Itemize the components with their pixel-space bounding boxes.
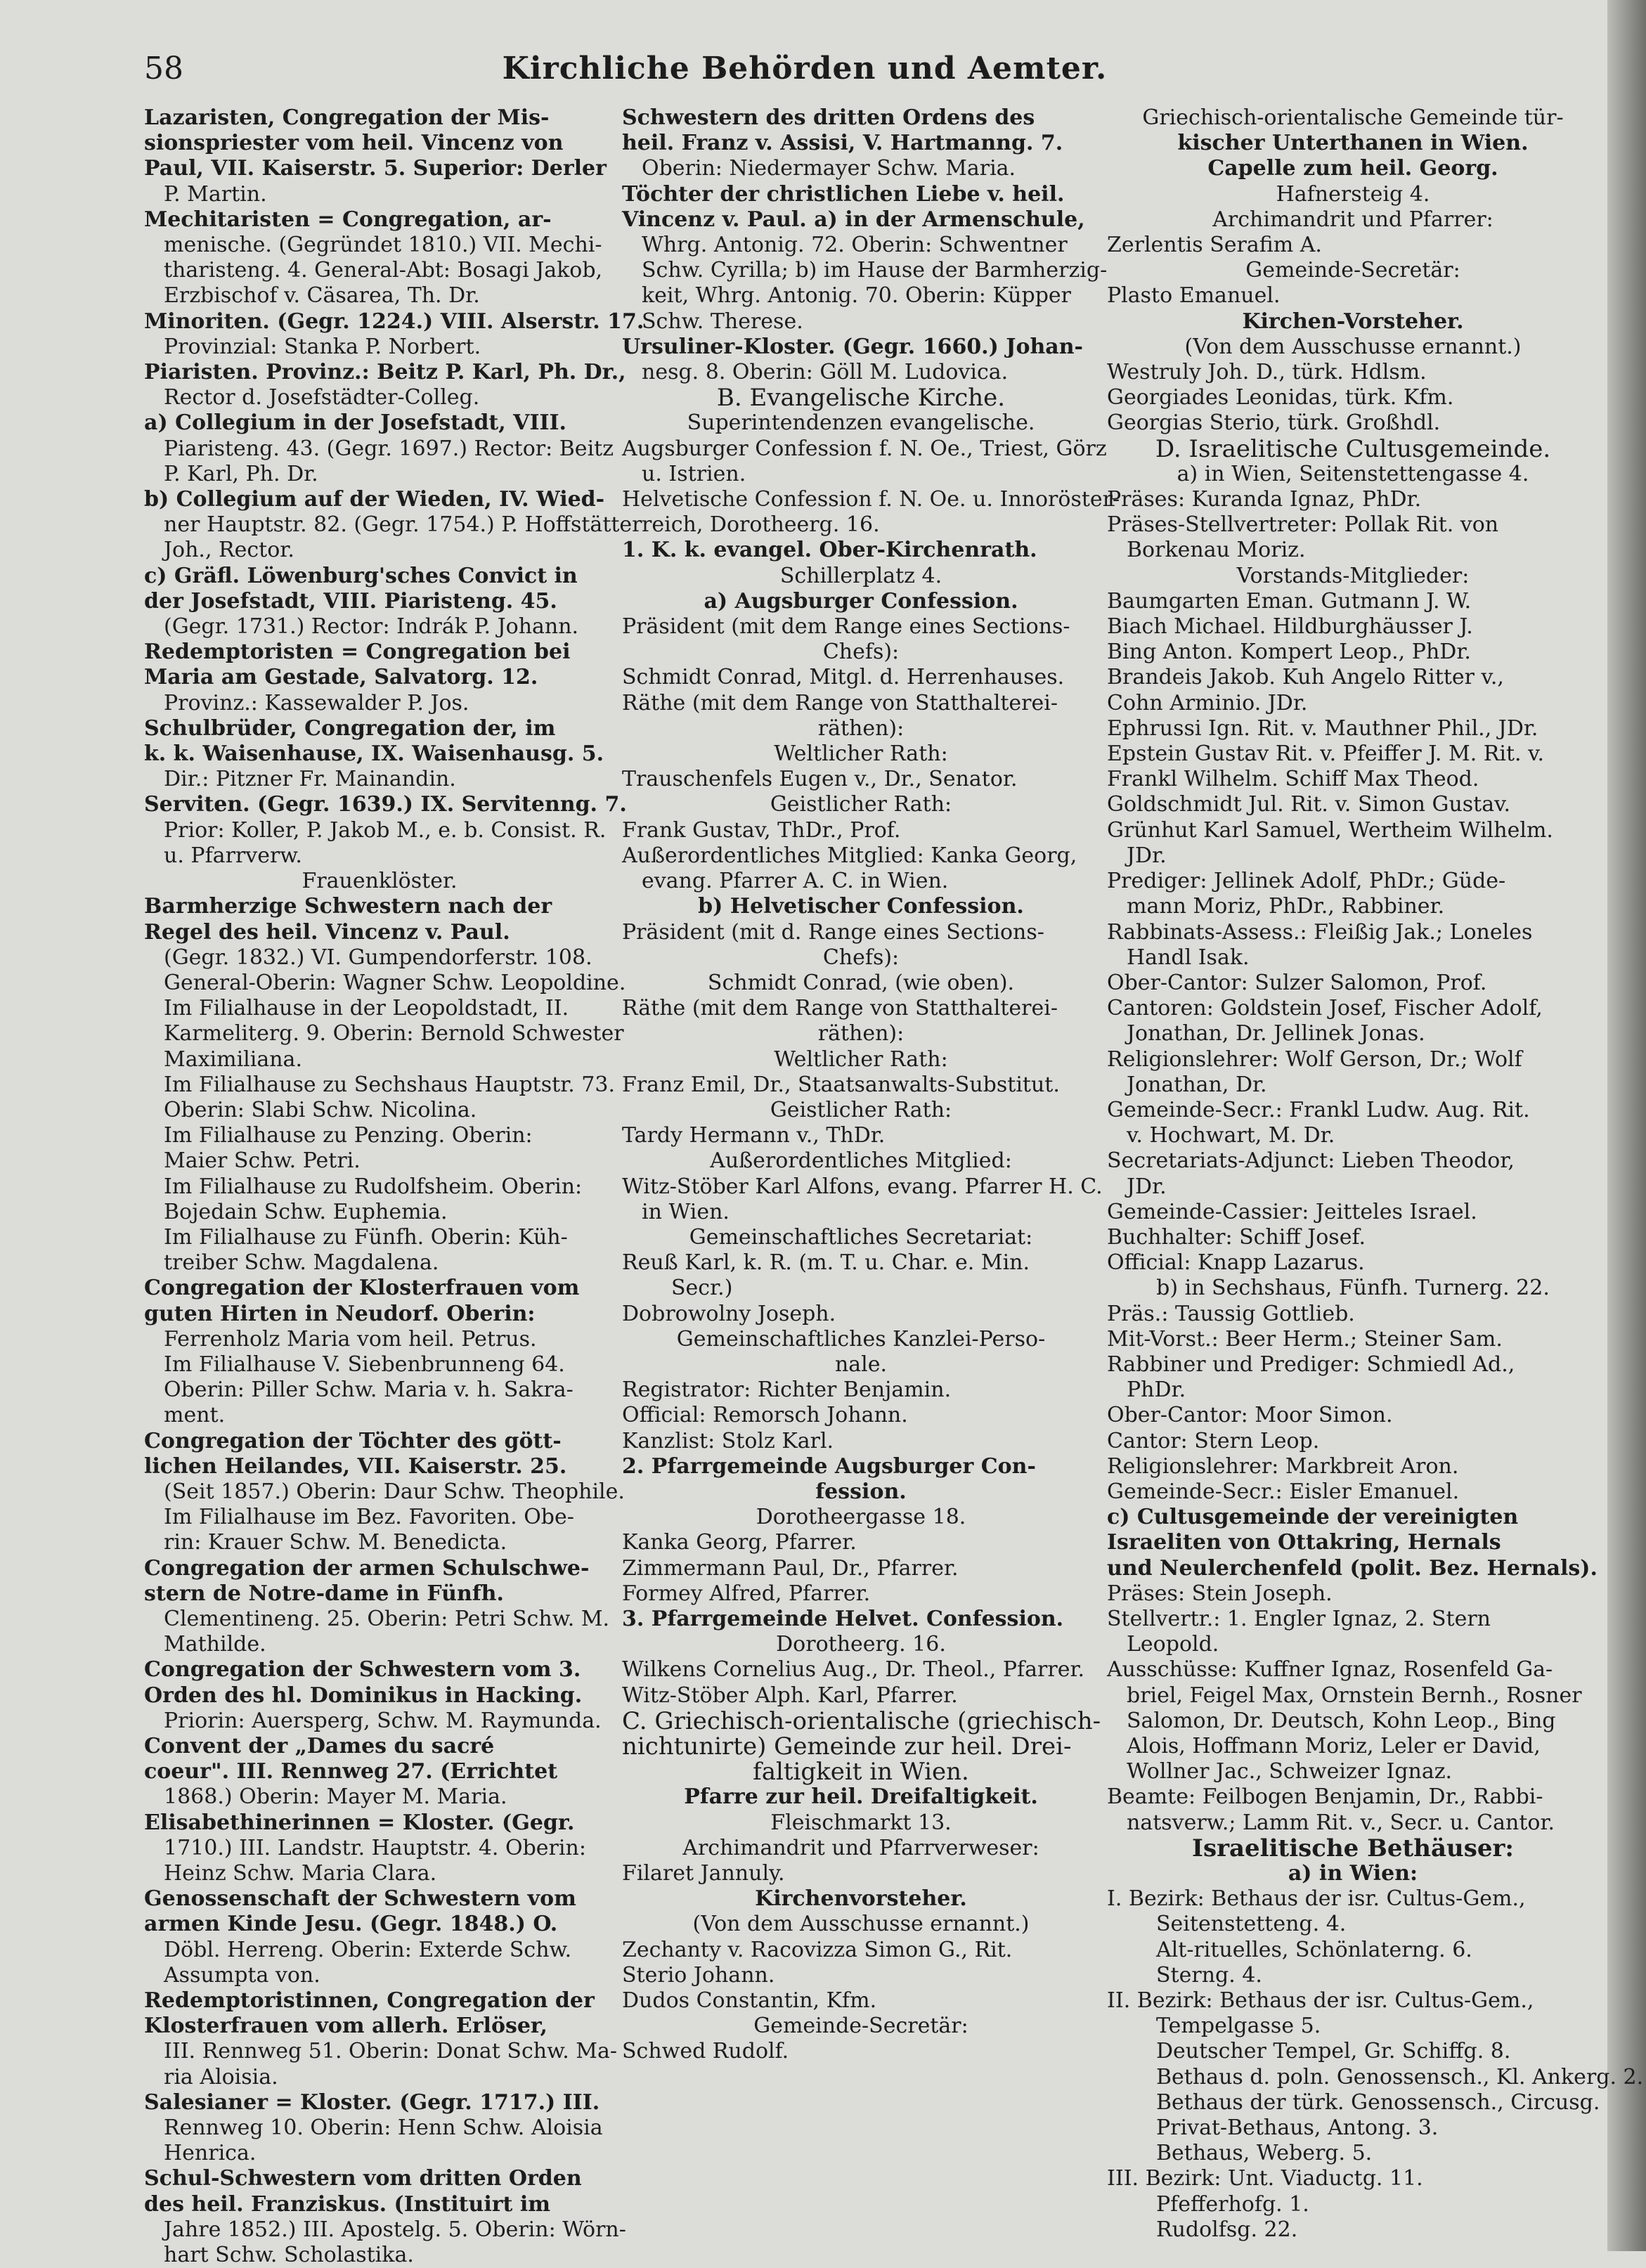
text-line: Gemeinschaftliches Kanzlei-Perso- xyxy=(676,1326,1046,1352)
entry-heading-line: Minoriten. (Gegr. 1224.) VIII. Alserstr. 17. xyxy=(144,309,644,334)
text-line: 1710.) III. Landstr. Hauptstr. 4. Oberin: xyxy=(164,1835,586,1860)
text-line: Witz-Stöber Alph. Karl, Pfarrer. xyxy=(622,1683,958,1708)
entry-heading-line: sionspriester vom heil. Vincenz von xyxy=(144,131,564,156)
text-line: evang. Pfarrer A. C. in Wien. xyxy=(642,869,949,894)
text-line: III. Bezirk: Unt. Viaductg. 11. xyxy=(1107,2166,1423,2191)
entry-heading-line: der Josefstadt, VIII. Piaristeng. 45. xyxy=(144,588,557,614)
text-line: Leopold. xyxy=(1127,1632,1219,1657)
text-line: keit, Whrg. Antonig. 70. Oberin: Küpper xyxy=(642,283,1072,309)
entry-heading-line: Schul-Schwestern vom dritten Orden xyxy=(144,2166,582,2191)
text-line: Frankl Wilhelm. Schiff Max Theod. xyxy=(1107,767,1479,792)
entry-heading-line: Kirchen-Vorsteher. xyxy=(1242,309,1464,334)
entry-heading-line: Lazaristen, Congregation der Mis- xyxy=(144,105,550,130)
entry-heading-line: Congregation der armen Schulschwe- xyxy=(144,1555,590,1581)
text-line: Pfefferhofg. 1. xyxy=(1156,2191,1309,2217)
entry-heading-line: c) Cultusgemeinde der vereinigten xyxy=(1107,1505,1519,1530)
text-line: Archimandrit und Pfarrer: xyxy=(1212,207,1493,232)
text-line: Israelitische Bethäuser: xyxy=(1192,1834,1514,1862)
text-line: in Wien. xyxy=(642,1199,730,1224)
text-line: Priorin: Auersperg, Schw. M. Raymunda. xyxy=(164,1708,602,1733)
text-line: (Seit 1857.) Oberin: Daur Schw. Theophile. xyxy=(164,1479,625,1504)
entry-heading-line: Serviten. (Gegr. 1639.) IX. Servitenng. 7. xyxy=(144,792,627,817)
entry-heading-line: Maria am Gestade, Salvatorg. 12. xyxy=(144,665,538,690)
text-line: Gemeinde-Cassier: Jeitteles Israel. xyxy=(1107,1199,1477,1224)
text-line: Vorstands-Mitglieder: xyxy=(1236,563,1470,588)
text-line: Zimmermann Paul, Dr., Pfarrer. xyxy=(622,1555,959,1581)
text-line: Gemeinde-Secretär: xyxy=(1245,258,1460,283)
text-line: Kanka Georg, Pfarrer. xyxy=(622,1530,857,1555)
text-line: ment. xyxy=(164,1403,226,1428)
text-line: Cohn Arminio. JDr. xyxy=(1107,690,1308,715)
entry-heading-line: Congregation der Klosterfrauen vom xyxy=(144,1276,580,1301)
text-line: treiber Schw. Magdalena. xyxy=(164,1250,439,1276)
text-line: Ausschüsse: Kuffner Ignaz, Rosenfeld Ga- xyxy=(1107,1657,1553,1683)
text-line: nesg. 8. Oberin: Göll M. Ludovica. xyxy=(642,360,1009,385)
text-line: Oberin: Slabi Schw. Nicolina. xyxy=(164,1097,477,1122)
text-line: Beamte: Feilbogen Benjamin, Dr., Rabbi- xyxy=(1107,1784,1543,1810)
text-line: rin: Krauer Schw. M. Benedicta. xyxy=(164,1530,507,1555)
text-line: mann Moriz, PhDr., Rabbiner. xyxy=(1127,894,1445,919)
entry-heading-line: Pfarre zur heil. Dreifaltigkeit. xyxy=(684,1784,1038,1810)
entry-heading-line: kischer Unterthanen in Wien. xyxy=(1177,131,1529,156)
text-line: Jahre 1852.) III. Apostelg. 5. Oberin: Wörn- xyxy=(164,2217,626,2242)
text-line: Henrica. xyxy=(164,2141,257,2166)
text-line: Schillerplatz 4. xyxy=(779,563,942,588)
text-line: B. Evangelische Kirche. xyxy=(716,384,1006,413)
text-line: Kanzlist: Stolz Karl. xyxy=(622,1428,834,1453)
text-line: Bing Anton. Kompert Leop., PhDr. xyxy=(1107,640,1471,665)
text-line: Secr.) xyxy=(671,1276,733,1301)
entry-heading-line: fession. xyxy=(815,1479,907,1504)
entry-heading-line: und Neulerchenfeld (polit. Bez. Hernals). xyxy=(1107,1555,1598,1581)
text-line: Gemeinschaftliches Secretariat: xyxy=(689,1224,1033,1250)
text-line: Jonathan, Dr. Jellinek Jonas. xyxy=(1127,1021,1425,1046)
entry-heading-line: 1. K. k. evangel. Ober-Kirchenrath. xyxy=(622,538,1037,563)
text-line: Alt-rituelles, Schönlaterng. 6. xyxy=(1156,1937,1472,1962)
entry-heading-line: a) in Wien: xyxy=(1288,1861,1418,1886)
entry-heading-line: coeur". III. Rennweg 27. (Errichtet xyxy=(144,1759,558,1784)
text-line: Superintendenzen evangelische. xyxy=(687,410,1035,436)
entry-heading-line: Redemptoristinnen, Congregation der xyxy=(144,1988,595,2014)
text-line: Oberin: Piller Schw. Maria v. h. Sakra- xyxy=(164,1378,573,1403)
text-line: Zerlentis Serafim A. xyxy=(1107,233,1322,258)
text-line: D. Israelitische Cultusgemeinde. xyxy=(1155,434,1551,463)
text-line: hart Schw. Scholastika. xyxy=(164,2243,414,2268)
text-line: Oberin: Niedermayer Schw. Maria. xyxy=(642,156,1016,181)
text-line: Buchhalter: Schiff Josef. xyxy=(1107,1224,1366,1250)
text-line: Seitenstetteng. 4. xyxy=(1156,1912,1347,1937)
text-line: Bethaus, Weberg. 5. xyxy=(1156,2141,1373,2166)
text-line: Im Filialhause zu Rudolfsheim. Oberin: xyxy=(164,1174,583,1199)
text-line: Ephrussi Ign. Rit. v. Mauthner Phil., JDr. xyxy=(1107,715,1538,741)
text-line: Official: Knapp Lazarus. xyxy=(1107,1250,1365,1276)
text-line: faltigkeit in Wien. xyxy=(753,1758,969,1787)
text-line: (Von dem Ausschusse ernannt.) xyxy=(692,1912,1030,1937)
entry-heading-line: Vincenz v. Paul. a) in der Armenschule, xyxy=(622,207,1085,232)
text-line: (Von dem Ausschusse ernannt.) xyxy=(1184,334,1522,359)
text-line: Franz Emil, Dr., Staatsanwalts-Substitut. xyxy=(622,1072,1060,1097)
text-line: Dobrowolny Joseph. xyxy=(622,1301,836,1326)
text-line: Maximiliana. xyxy=(164,1046,302,1072)
text-line: Weltlicher Rath: xyxy=(774,741,948,767)
running-title: Kirchliche Behörden und Aemter. xyxy=(502,51,1108,86)
text-line: Heinz Schw. Maria Clara. xyxy=(164,1861,437,1886)
text-line: III. Rennweg 51. Oberin: Donat Schw. Ma- xyxy=(164,2039,617,2064)
text-line: Prior: Koller, P. Jakob M., e. b. Consist. R. xyxy=(164,817,607,843)
text-column-left xyxy=(144,105,644,2268)
text-line: Registrator: Richter Benjamin. xyxy=(622,1378,952,1403)
entry-heading-line: k. k. Waisenhause, IX. Waisenhausg. 5. xyxy=(144,741,604,767)
text-line: Ober-Cantor: Sulzer Salomon, Prof. xyxy=(1107,970,1487,995)
text-line: Dir.: Pitzner Fr. Mainandin. xyxy=(164,767,456,792)
text-line: Borkenau Moriz. xyxy=(1127,538,1306,563)
text-line: Im Filialhause zu Fünfh. Oberin: Küh- xyxy=(164,1224,568,1250)
text-column-middle xyxy=(622,105,1120,2186)
text-line: Clementineng. 25. Oberin: Petri Schw. M. xyxy=(164,1606,610,1631)
text-line: Präsident (mit d. Range eines Sections- xyxy=(622,919,1044,945)
text-line: tharisteng. 4. General-Abt: Bosagi Jakob, xyxy=(164,258,603,283)
text-line: Ober-Cantor: Moor Simon. xyxy=(1107,1403,1393,1428)
entry-heading-line: Congregation der Schwestern vom 3. xyxy=(144,1657,581,1683)
text-line: Bojedain Schw. Euphemia. xyxy=(164,1199,448,1224)
text-line: Geistlicher Rath: xyxy=(770,792,952,817)
text-line: Frank Gustav, ThDr., Prof. xyxy=(622,817,901,843)
text-line: Präsident (mit dem Range eines Sections- xyxy=(622,614,1070,640)
text-line: Gemeinde-Secretär: xyxy=(753,2014,968,2039)
text-line: Jonathan, Dr. xyxy=(1127,1072,1267,1097)
text-line: Georgiades Leonidas, türk. Kfm. xyxy=(1107,385,1454,410)
text-line: Präses: Kuranda Ignaz, PhDr. xyxy=(1107,487,1422,512)
text-line: Gemeinde-Secr.: Frankl Ludw. Aug. Rit. xyxy=(1107,1097,1530,1122)
text-line: Salomon, Dr. Deutsch, Kohn Leop., Bing xyxy=(1127,1708,1556,1733)
text-line: Maier Schw. Petri. xyxy=(164,1148,361,1174)
text-line: 1868.) Oberin: Mayer M. Maria. xyxy=(164,1784,507,1810)
text-line: Handl Isak. xyxy=(1127,945,1250,970)
text-line: Präses-Stellvertreter: Pollak Rit. von xyxy=(1107,512,1499,538)
entry-heading-line: c) Gräfl. Löwenburg'sches Convict in xyxy=(144,563,578,588)
entry-heading-line: Schwestern des dritten Ordens des xyxy=(622,105,1035,130)
text-line: Karmeliterg. 9. Oberin: Bernold Schwester xyxy=(164,1021,624,1046)
text-line: Plasto Emanuel. xyxy=(1107,283,1281,309)
page-edge-shadow xyxy=(1607,0,1646,2251)
text-line: nichtunirte) Gemeinde zur heil. Drei- xyxy=(622,1732,1072,1761)
entry-heading-line: lichen Heilandes, VII. Kaiserstr. 25. xyxy=(144,1453,567,1479)
entry-heading-line: a) Augsburger Confession. xyxy=(704,588,1018,614)
text-line: Augsburger Confession f. N. Oe., Triest, Görz xyxy=(622,436,1107,461)
entry-heading-line: b) Collegium auf der Wieden, IV. Wied- xyxy=(144,487,605,512)
text-line: nale. xyxy=(834,1352,888,1377)
entry-heading-line: Klosterfrauen vom allerh. Erlöser, xyxy=(144,2014,547,2039)
text-line: a) in Wien, Seitenstettengasse 4. xyxy=(1177,461,1529,486)
text-line: reich, Dorotheerg. 16. xyxy=(642,512,880,538)
entry-heading-line: Redemptoristen = Congregation bei xyxy=(144,640,571,665)
text-line: Schwed Rudolf. xyxy=(622,2039,789,2064)
text-line: Außerordentliches Mitglied: Kanka Georg, xyxy=(622,843,1077,868)
text-line: Bethaus d. poln. Genossensch., Kl. Ankerg. 2. xyxy=(1156,2064,1644,2089)
text-line: Chefs): xyxy=(822,640,900,665)
text-line: Georgias Sterio, türk. Großhdl. xyxy=(1107,410,1441,436)
entry-heading-line: armen Kinde Jesu. (Gegr. 1848.) O. xyxy=(144,1912,558,1937)
text-line: Brandeis Jakob. Kuh Angelo Ritter v., xyxy=(1107,665,1504,690)
text-line: Stellvertr.: 1. Engler Ignaz, 2. Stern xyxy=(1107,1606,1491,1631)
text-line: Schmidt Conrad, Mitgl. d. Herrenhauses. xyxy=(622,665,1065,690)
text-line: General-Oberin: Wagner Schw. Leopoldine. xyxy=(164,970,626,995)
entry-heading-line: Barmherzige Schwestern nach der xyxy=(144,894,552,919)
text-line: Epstein Gustav Rit. v. Pfeiffer J. M. Rit. v. xyxy=(1107,741,1545,767)
text-line: Provinzial: Stanka P. Norbert. xyxy=(164,334,481,359)
text-line: Trauschenfels Eugen v., Dr., Senator. xyxy=(622,767,1018,792)
text-line: Rabbiner und Prediger: Schmiedl Ad., xyxy=(1107,1352,1515,1377)
text-line: Provinz.: Kassewalder P. Jos. xyxy=(164,690,469,715)
text-line: Räthe (mit dem Range von Statthalterei- xyxy=(622,690,1058,715)
text-line: Prediger: Jellinek Adolf, PhDr.; Güde- xyxy=(1107,869,1506,894)
text-line: Präses: Stein Joseph. xyxy=(1107,1581,1333,1606)
text-line: Reuß Karl, k. R. (m. T. u. Char. e. Min. xyxy=(622,1250,1030,1276)
text-line: briel, Feigel Max, Ornstein Bernh., Rosner xyxy=(1127,1683,1582,1708)
text-line: Westruly Joh. D., türk. Hdlsm. xyxy=(1107,360,1427,385)
text-line: Im Filialhause zu Sechshaus Hauptstr. 73. xyxy=(164,1072,615,1097)
entry-heading-line: a) Collegium in der Josefstadt, VIII. xyxy=(144,410,566,436)
text-line: Erzbischof v. Cäsarea, Th. Dr. xyxy=(164,283,480,309)
text-line: Joh., Rector. xyxy=(164,538,294,563)
text-line: Weltlicher Rath: xyxy=(774,1046,948,1072)
text-line: menische. (Gegründet 1810.) VII. Mechi- xyxy=(164,233,602,258)
text-line: Rector d. Josefstädter-Colleg. xyxy=(164,385,480,410)
text-line: Im Filialhause in der Leopoldstadt, II. xyxy=(164,996,569,1021)
text-line: II. Bezirk: Bethaus der isr. Cultus-Gem., xyxy=(1107,1988,1534,2014)
text-line: Privat-Bethaus, Antong. 3. xyxy=(1156,2115,1439,2141)
entry-heading-line: des heil. Franziskus. (Instituirt im xyxy=(144,2191,550,2217)
text-line: (Gegr. 1731.) Rector: Indrák P. Johann. xyxy=(164,614,579,640)
text-line: Cantor: Stern Leop. xyxy=(1107,1428,1320,1453)
entry-heading-line: Piaristen. Provinz.: Beitz P. Karl, Ph. Dr., xyxy=(144,360,626,385)
entry-heading-line: stern de Notre-dame in Fünfh. xyxy=(144,1581,504,1606)
text-line: Im Filialhause V. Siebenbrunneng 64. xyxy=(164,1352,565,1377)
text-line: u. Pfarrverw. xyxy=(164,843,302,868)
entry-heading-line: Elisabethinerinnen = Kloster. (Gegr. xyxy=(144,1810,575,1835)
text-line: Präs.: Taussig Gottlieb. xyxy=(1107,1301,1355,1326)
text-line: Tardy Hermann v., ThDr. xyxy=(622,1123,886,1148)
text-line: Sterio Johann. xyxy=(622,1962,775,1988)
text-line: Deutscher Tempel, Gr. Schiffg. 8. xyxy=(1156,2039,1511,2064)
text-line: Formey Alfred, Pfarrer. xyxy=(622,1581,871,1606)
text-line: Gemeinde-Secr.: Eisler Emanuel. xyxy=(1107,1479,1460,1504)
text-line: Im Filialhause zu Penzing. Oberin: xyxy=(164,1123,533,1148)
text-line: Cantoren: Goldstein Josef, Fischer Adolf, xyxy=(1107,996,1543,1021)
text-line: Biach Michael. Hildburghäusser J. xyxy=(1107,614,1473,640)
text-line: I. Bezirk: Bethaus der isr. Cultus-Gem., xyxy=(1107,1886,1526,1912)
text-line: (Gegr. 1832.) VI. Gumpendorferstr. 108. xyxy=(164,945,592,970)
text-line: Secretariats-Adjunct: Lieben Theodor, xyxy=(1107,1148,1515,1174)
entry-heading-line: Ursuliner-Kloster. (Gegr. 1660.) Johan- xyxy=(622,334,1083,359)
text-line: Filaret Jannuly. xyxy=(622,1861,785,1886)
entry-heading-line: Paul, VII. Kaiserstr. 5. Superior: Derler xyxy=(144,156,607,181)
text-line: Griechisch-orientalische Gemeinde tür- xyxy=(1142,105,1564,130)
text-line: u. Istrien. xyxy=(642,461,746,486)
text-line: Bethaus der türk. Genossensch., Circusg. xyxy=(1156,2089,1600,2115)
text-line: b) in Sechshaus, Fünfh. Turnerg. 22. xyxy=(1156,1276,1550,1301)
text-line: JDr. xyxy=(1127,843,1167,868)
text-line: Schw. Cyrilla; b) im Hause der Barmherzig- xyxy=(642,258,1108,283)
text-line: Rudolfsg. 22. xyxy=(1156,2217,1298,2242)
text-line: Döbl. Herreng. Oberin: Exterde Schw. xyxy=(164,1937,572,1962)
text-line: Ferrenholz Maria vom heil. Petrus. xyxy=(164,1326,537,1352)
entry-heading-line: 3. Pfarrgemeinde Helvet. Confession. xyxy=(622,1606,1064,1631)
entry-heading-line: Regel des heil. Vincenz v. Paul. xyxy=(144,919,510,945)
text-line: räthen): xyxy=(817,715,905,741)
entry-heading-line: guten Hirten in Neudorf. Oberin: xyxy=(144,1301,536,1326)
entry-heading-line: Mechitaristen = Congregation, ar- xyxy=(144,207,552,232)
text-line: Dorotheergasse 18. xyxy=(756,1505,966,1530)
entry-heading-line: heil. Franz v. Assisi, V. Hartmanng. 7. xyxy=(622,131,1063,156)
text-line: Assumpta von. xyxy=(164,1962,320,1988)
text-line: Dorotheerg. 16. xyxy=(776,1632,946,1657)
text-line: Räthe (mit dem Range von Statthalterei- xyxy=(622,996,1058,1021)
text-line: Schmidt Conrad, (wie oben). xyxy=(707,970,1015,995)
text-line: ner Hauptstr. 82. (Gegr. 1754.) P. Hoffstätter xyxy=(164,512,642,538)
text-line: Geistlicher Rath: xyxy=(770,1097,952,1122)
text-line: Witz-Stöber Karl Alfons, evang. Pfarrer H. C. xyxy=(622,1174,1103,1199)
text-line: Wilkens Cornelius Aug., Dr. Theol., Pfarrer. xyxy=(622,1657,1085,1683)
entry-heading-line: Genossenschaft der Schwestern vom xyxy=(144,1886,576,1912)
text-line: Wollner Jac., Schweizer Ignaz. xyxy=(1127,1759,1453,1784)
text-line: Official: Remorsch Johann. xyxy=(622,1403,908,1428)
entry-heading-line: Töchter der christlichen Liebe v. heil. xyxy=(622,181,1065,207)
text-line: Chefs): xyxy=(822,945,900,970)
text-line: P. Martin. xyxy=(164,181,267,207)
entry-heading-line: Salesianer = Kloster. (Gegr. 1717.) III. xyxy=(144,2089,600,2115)
text-line: Sterng. 4. xyxy=(1156,1962,1262,1988)
page-header xyxy=(144,51,1465,100)
text-line: Zechanty v. Racovizza Simon G., Rit. xyxy=(622,1937,1013,1962)
text-line: JDr. xyxy=(1127,1174,1167,1199)
text-line: Außerordentliches Mitglied: xyxy=(710,1148,1012,1174)
text-column-right xyxy=(1107,105,1644,2242)
text-line: Goldschmidt Jul. Rit. v. Simon Gustav. xyxy=(1107,792,1511,817)
text-line: Whrg. Antonig. 72. Oberin: Schwentner xyxy=(642,233,1068,258)
text-line: räthen): xyxy=(817,1021,905,1046)
text-line: Im Filialhause im Bez. Favoriten. Obe- xyxy=(164,1505,574,1530)
text-line: Tempelgasse 5. xyxy=(1156,2014,1321,2039)
text-line: Religionslehrer: Markbreit Aron. xyxy=(1107,1453,1459,1479)
text-line: Helvetische Confession f. N. Oe. u. Innoröster- xyxy=(622,487,1120,512)
text-line: Grünhut Karl Samuel, Wertheim Wilhelm. xyxy=(1107,817,1553,843)
text-line: Baumgarten Eman. Gutmann J. W. xyxy=(1107,588,1472,614)
entry-heading-line: Convent der „Dames du sacré xyxy=(144,1734,495,1758)
text-line: Dudos Constantin, Kfm. xyxy=(622,1988,877,2014)
entry-heading-line: Kirchenvorsteher. xyxy=(755,1886,967,1912)
entry-heading-line: Capelle zum heil. Georg. xyxy=(1207,156,1498,181)
entry-heading-line: Orden des hl. Dominikus in Hacking. xyxy=(144,1683,583,1708)
text-line: Schw. Therese. xyxy=(642,309,803,334)
text-line: natsverw.; Lamm Rit. v., Secr. u. Cantor. xyxy=(1127,1810,1555,1835)
text-line: PhDr. xyxy=(1127,1378,1186,1403)
text-line: Frauenklöster. xyxy=(302,869,458,894)
entry-heading-line: Congregation der Töchter des gött- xyxy=(144,1428,562,1453)
text-line: P. Karl, Ph. Dr. xyxy=(164,461,318,486)
text-line: ria Aloisia. xyxy=(164,2064,278,2089)
text-line: Hafnersteig 4. xyxy=(1276,181,1430,207)
text-line: Alois, Hoffmann Moriz, Leler er David, xyxy=(1127,1734,1541,1758)
text-line: Archimandrit und Pfarrverweser: xyxy=(682,1835,1039,1860)
text-line: v. Hochwart, M. Dr. xyxy=(1127,1123,1335,1148)
text-line: Piaristeng. 43. (Gegr. 1697.) Rector: Beitz xyxy=(164,436,614,461)
text-line: C. Griechisch-orientalische (griechisch- xyxy=(622,1706,1101,1735)
entry-heading-line: Schulbrüder, Congregation der, im xyxy=(144,715,556,741)
text-line: Mathilde. xyxy=(164,1632,266,1657)
entry-heading-line: Israeliten von Ottakring, Hernals xyxy=(1107,1530,1501,1555)
text-line: Rennweg 10. Oberin: Henn Schw. Aloisia xyxy=(164,2115,603,2141)
text-line: Mit-Vorst.: Beer Herm.; Steiner Sam. xyxy=(1107,1326,1503,1352)
entry-heading-line: b) Helvetischer Confession. xyxy=(698,894,1024,919)
page-number: 58 xyxy=(144,51,183,86)
text-line: Fleischmarkt 13. xyxy=(770,1810,952,1835)
text-line: Rabbinats-Assess.: Fleißig Jak.; Loneles xyxy=(1107,919,1533,945)
text-line: Religionslehrer: Wolf Gerson, Dr.; Wolf xyxy=(1107,1046,1522,1072)
entry-heading-line: 2. Pfarrgemeinde Augsburger Con- xyxy=(622,1453,1036,1479)
